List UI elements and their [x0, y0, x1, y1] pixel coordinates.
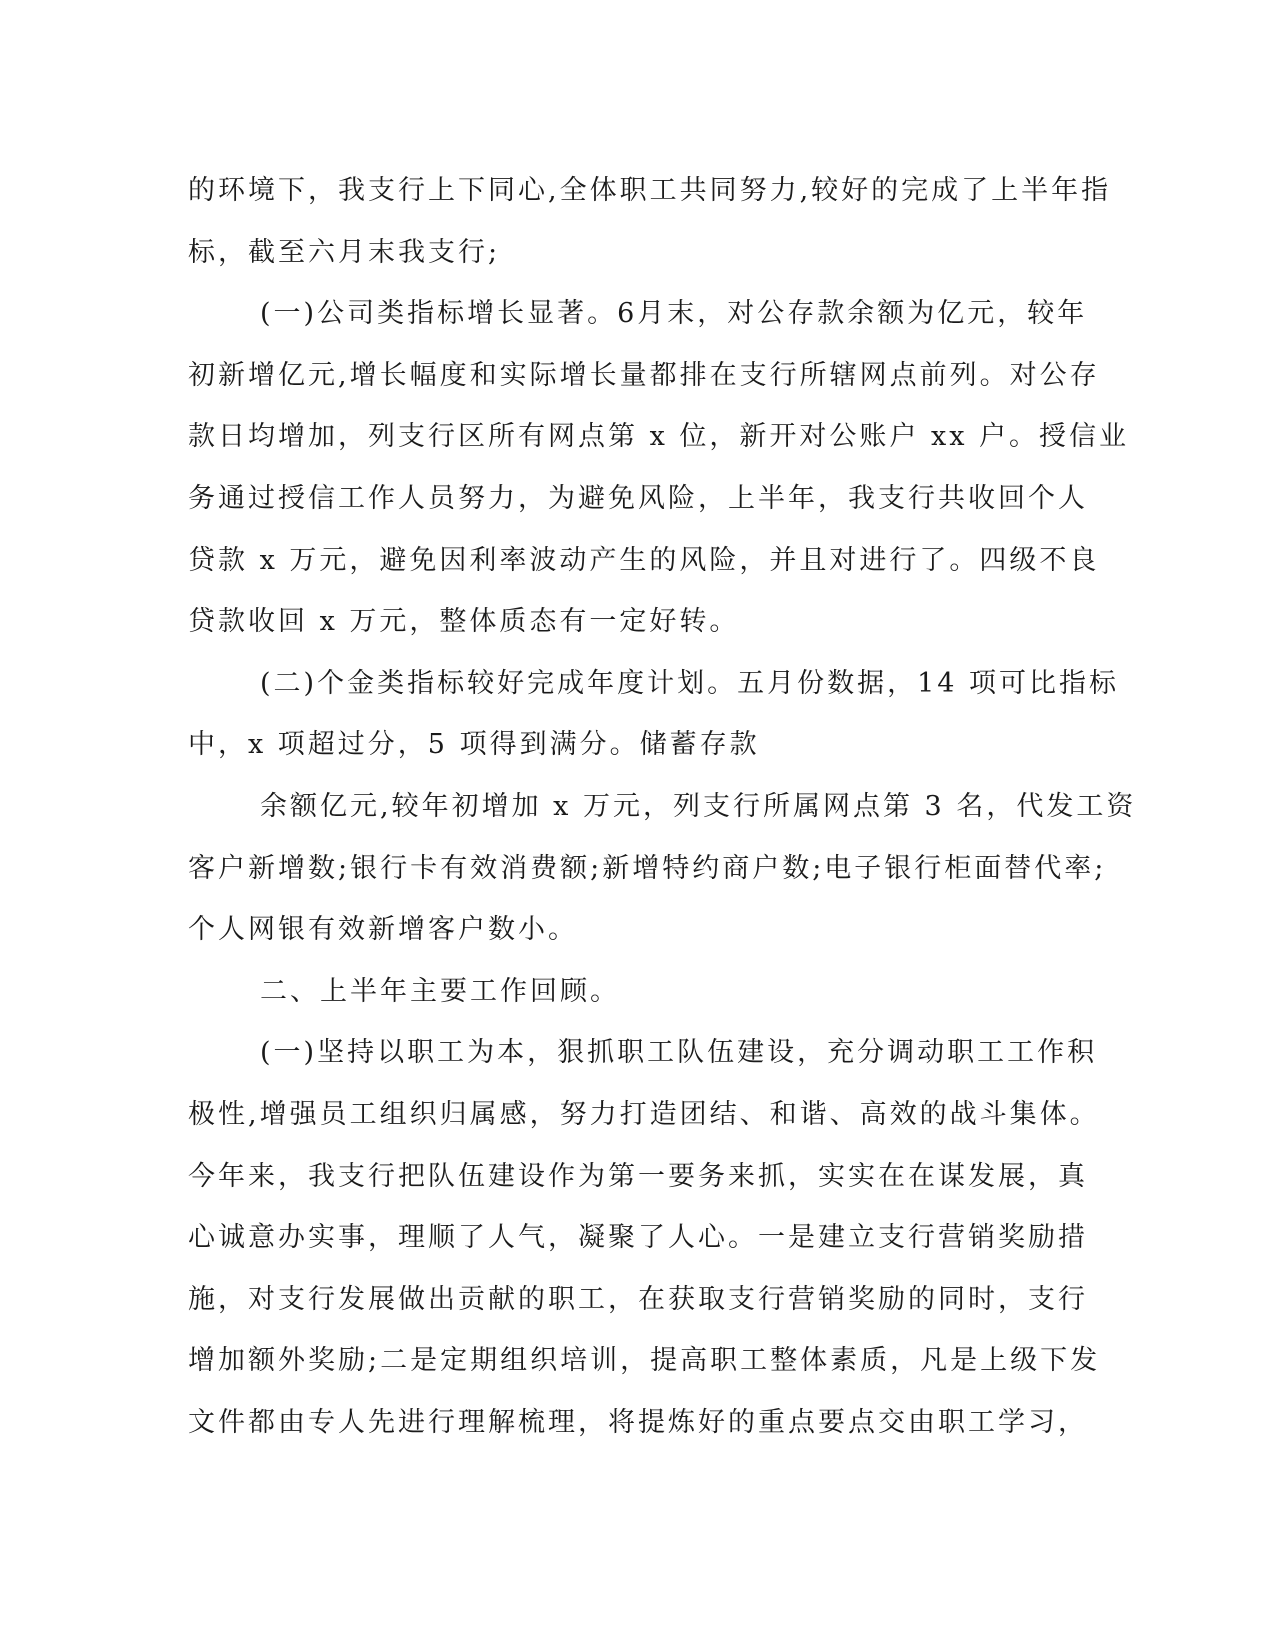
text-line: 个人网银有效新增客户数小。 — [188, 914, 578, 946]
text-line: 标，截至六月末我支行; — [188, 236, 501, 268]
text-line: 贷款收回 x 万元，整体质态有一定好转。 — [188, 606, 740, 638]
text-line: 心诚意办实事，理顺了人气，凝聚了人心。一是建立支行营销奖励措 — [188, 1222, 1088, 1254]
text-line: 增加额外奖励;二是定期组织培训，提高职工整体素质，凡是上级下发 — [188, 1345, 1101, 1377]
text-line: 中，x 项超过分，5 项得到满分。储蓄存款 — [188, 729, 760, 761]
text-line: 文件都由专人先进行理解梳理，将提炼好的重点要点交由职工学习， — [188, 1406, 1088, 1438]
text-line: 余额亿元,较年初增加 x 万元，列支行所属网点第 3 名，代发工资 — [260, 790, 1137, 822]
text-line: (一)公司类指标增长显著。6月末，对公存款余额为亿元，较年 — [260, 298, 1088, 330]
text-line: 今年来，我支行把队伍建设作为第一要务来抓，实实在在谋发展，真 — [188, 1160, 1088, 1192]
text-line: 务通过授信工作人员努力，为避免风险，上半年，我支行共收回个人 — [188, 482, 1088, 514]
text-line: 贷款 x 万元，避免因利率波动产生的风险，并且对进行了。四级不良 — [188, 544, 1100, 576]
text-line: (二)个金类指标较好完成年度计划。五月份数据，14 项可比指标 — [260, 667, 1120, 699]
text-line: 施，对支行发展做出贡献的职工，在获取支行营销奖励的同时，支行 — [188, 1283, 1088, 1315]
text-line: (一)坚持以职工为本，狠抓职工队伍建设，充分调动职工工作积 — [260, 1037, 1098, 1069]
text-line: 款日均增加，列支行区所有网点第 x 位，新开对公账户 xx 户。授信业 — [188, 421, 1130, 453]
text-line: 初新增亿元,增长幅度和实际增长量都排在支行所辖网点前列。对公存 — [188, 359, 1100, 391]
document-body — [188, 160, 1137, 1453]
text-line: 的环境下，我支行上下同心,全体职工共同努力,较好的完成了上半年指 — [188, 175, 1112, 206]
text-line: 客户新增数;银行卡有效消费额;新增特约商户数;电子银行柜面替代率; — [188, 852, 1107, 884]
text-line: 极性,增强员工组织归属感，努力打造团结、和谐、高效的战斗集体。 — [188, 1098, 1100, 1130]
text-line: 二、上半年主要工作回顾。 — [260, 975, 620, 1007]
